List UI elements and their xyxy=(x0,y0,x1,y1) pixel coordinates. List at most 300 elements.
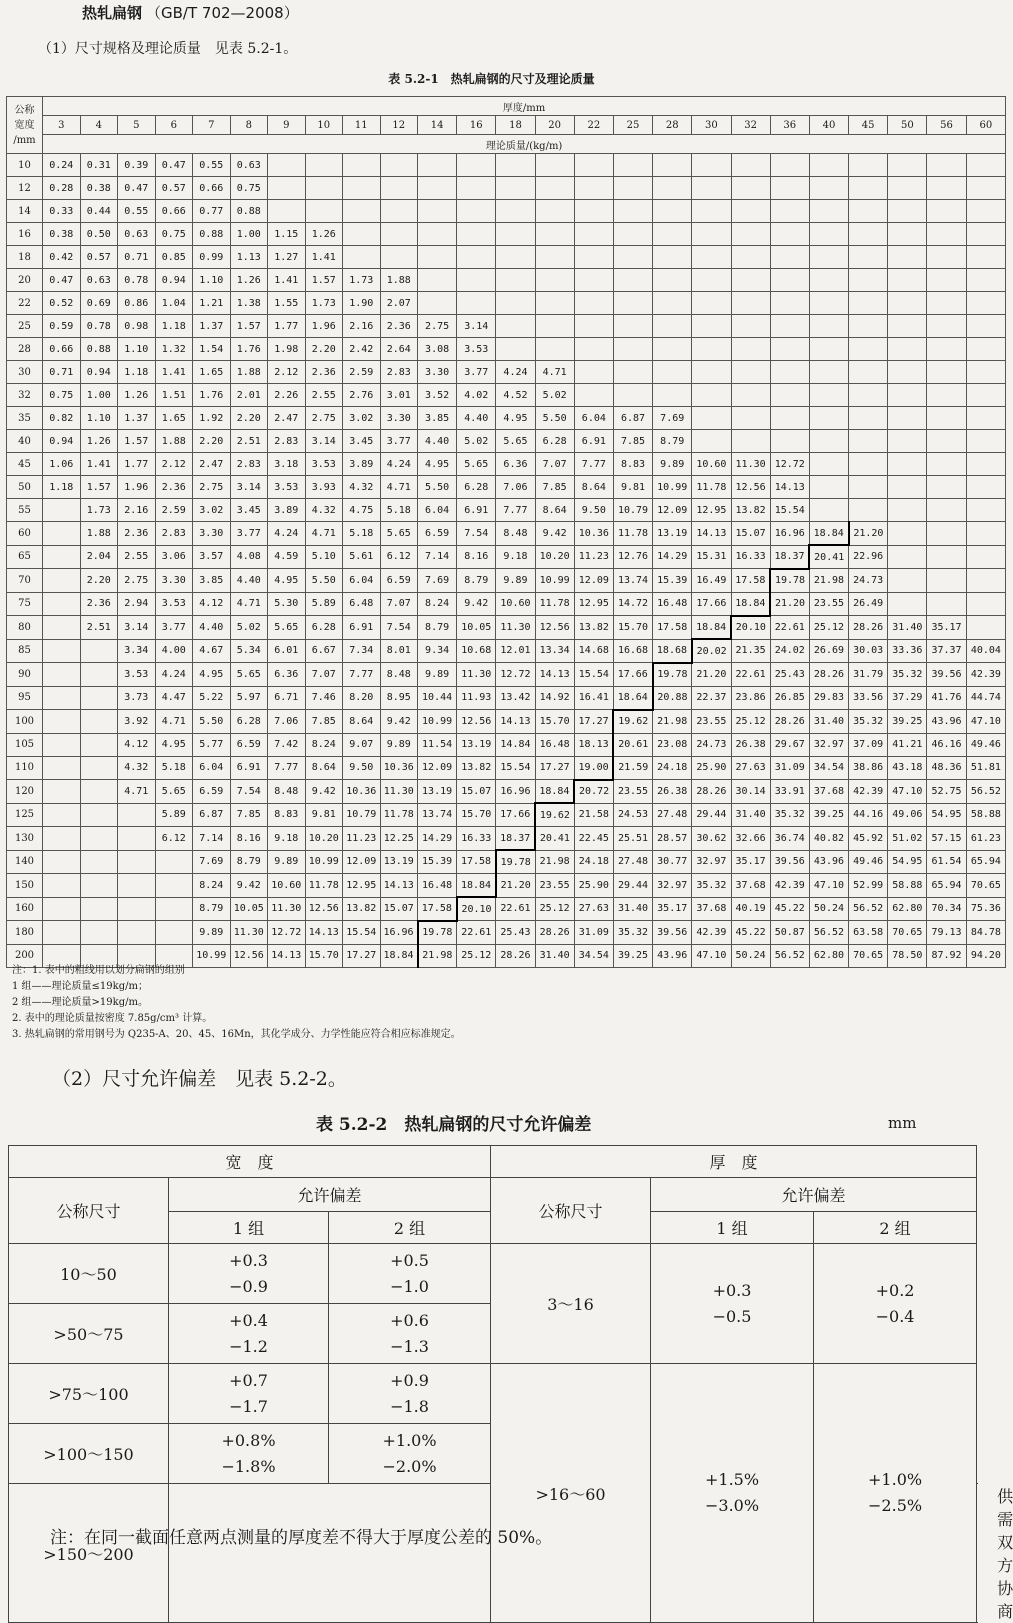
mass-cell xyxy=(966,246,1006,269)
mass-cell: 8.79 xyxy=(653,430,692,453)
mass-cell: 31.40 xyxy=(731,803,770,827)
mass-cell xyxy=(80,921,118,945)
width-size-cell: >100～150 xyxy=(9,1424,169,1484)
mass-cell: 13.82 xyxy=(343,897,381,921)
mass-cell: 8.64 xyxy=(535,499,574,522)
mass-cell: 45.92 xyxy=(849,827,888,851)
mass-cell xyxy=(155,874,193,898)
mass-cell: 0.71 xyxy=(118,246,156,269)
mass-cell: 1.73 xyxy=(343,269,381,292)
mass-cell: 14.13 xyxy=(496,710,535,734)
mass-cell: 13.19 xyxy=(380,850,418,874)
mass-cell: 1.77 xyxy=(268,315,306,338)
mass-cell: 15.54 xyxy=(770,499,809,522)
table-row xyxy=(7,384,1006,407)
mass-cell xyxy=(809,384,848,407)
mass-cell: 3.93 xyxy=(305,476,343,499)
mass-cell xyxy=(457,154,496,177)
mass-cell: 9.89 xyxy=(496,569,535,593)
mass-cell: 18.84 xyxy=(809,522,848,546)
mass-cell: 13.82 xyxy=(457,756,496,780)
mass-cell: 18.84 xyxy=(535,780,574,804)
thick-g2-cell xyxy=(814,1364,977,1623)
note-line: 1 组——理论质量≤19kg/m； xyxy=(12,981,148,992)
mass-cell: 9.89 xyxy=(418,663,457,687)
mass-cell: 35.32 xyxy=(613,921,652,945)
minus-value: −1.2 xyxy=(229,1336,268,1356)
mass-cell: 61.23 xyxy=(966,827,1006,851)
width-cell: 35 xyxy=(7,407,43,430)
plus-value: +0.3 xyxy=(712,1280,752,1300)
mass-cell: 34.54 xyxy=(574,944,613,967)
mass-cell xyxy=(43,874,81,898)
mass-cell: 0.66 xyxy=(193,177,231,200)
mass-cell xyxy=(927,569,966,593)
mass-cell: 43.96 xyxy=(653,944,692,967)
mass-cell xyxy=(966,545,1006,569)
mass-cell: 43.96 xyxy=(809,850,848,874)
mass-cell: 36.74 xyxy=(770,827,809,851)
mass-cell xyxy=(888,223,927,246)
mass-cell: 0.77 xyxy=(193,200,231,223)
table-row xyxy=(7,200,1006,223)
mass-cell: 31.09 xyxy=(770,756,809,780)
corner-label: 公称 xyxy=(14,104,35,116)
mass-cell xyxy=(731,407,770,430)
mass-cell xyxy=(457,246,496,269)
table-row xyxy=(7,154,1006,177)
mass-cell: 4.95 xyxy=(155,733,193,756)
mass-cell: 0.63 xyxy=(230,154,268,177)
mass-cell xyxy=(43,663,81,687)
mass-cell: 2.55 xyxy=(305,384,343,407)
note-line: 注：1. 表中的粗线用以划分扁钢的组别 xyxy=(12,965,185,976)
mass-cell xyxy=(888,246,927,269)
mass-cell: 42.39 xyxy=(692,921,731,945)
mass-cell: 1.54 xyxy=(193,338,231,361)
mass-cell: 45.22 xyxy=(731,921,770,945)
mass-cell: 10.05 xyxy=(230,897,268,921)
size-mass-table xyxy=(6,96,1006,968)
mass-cell: 45.22 xyxy=(770,897,809,921)
mass-cell: 56.52 xyxy=(809,921,848,945)
mass-cell: 18.13 xyxy=(574,733,613,756)
table-row xyxy=(7,246,1006,269)
mass-cell xyxy=(305,154,343,177)
mass-cell: 14.13 xyxy=(692,522,731,546)
mass-cell xyxy=(80,827,118,851)
mass-cell: 20.61 xyxy=(613,733,652,756)
mass-cell: 2.76 xyxy=(343,384,381,407)
mass-cell: 50.87 xyxy=(770,921,809,945)
mass-cell: 7.06 xyxy=(268,710,306,734)
width-cell: 18 xyxy=(7,246,43,269)
mass-cell: 5.02 xyxy=(457,430,496,453)
mass-cell xyxy=(809,407,848,430)
mass-cell: 3.57 xyxy=(193,545,231,569)
mass-cell: 1.57 xyxy=(80,476,118,499)
width-cell: 75 xyxy=(7,592,43,616)
mass-cell: 12.56 xyxy=(230,944,268,967)
thickness-cell: 6 xyxy=(155,116,193,135)
mass-cell xyxy=(380,177,418,200)
mass-cell: 5.50 xyxy=(418,476,457,499)
mass-cell: 6.04 xyxy=(193,756,231,780)
width-g1-cell xyxy=(169,1244,329,1304)
mass-cell xyxy=(496,292,535,315)
mass-cell: 1.57 xyxy=(305,269,343,292)
table-row xyxy=(7,803,1006,827)
mass-cell: 5.22 xyxy=(193,686,231,710)
mass-cell: 12.72 xyxy=(770,453,809,476)
mass-cell: 6.48 xyxy=(343,592,381,616)
mass-cell: 21.20 xyxy=(849,522,888,546)
mass-cell xyxy=(731,384,770,407)
mass-cell xyxy=(927,200,966,223)
mass-cell: 14.13 xyxy=(770,476,809,499)
mass-cell xyxy=(888,154,927,177)
mass-cell xyxy=(613,361,652,384)
mass-cell: 57.15 xyxy=(927,827,966,851)
mass-cell: 5.02 xyxy=(535,384,574,407)
mass-cell: 0.47 xyxy=(118,177,156,200)
mass-cell: 4.95 xyxy=(268,569,306,593)
mass-cell: 9.42 xyxy=(230,874,268,898)
tolerance-table: 宽 度 厚 度 公称尺寸 允许偏差 公称尺寸 允许偏差 1 组 2 组 1 组 2 组 10～50 +0.3 −0.9 +0.5 −1.0 3～16 +0.3 −0.5 +0.2 −0.4 >50～75 +0.4 −1.2 +0.6 −1.3 >75～100 +0.7 −1.7 +0.9 −1.8 >16～60 +1.5% −3.0% +1.0% −2.5% >100～150 +0.8% −1.8% +1.0% −2.0% >150～200 供需双方协商 xyxy=(8,1145,977,1623)
mass-cell: 2.51 xyxy=(80,616,118,640)
mass-cell xyxy=(849,200,888,223)
mass-cell: 6.28 xyxy=(535,430,574,453)
mass-cell: 7.85 xyxy=(305,710,343,734)
mass-cell xyxy=(927,499,966,522)
mass-cell: 17.66 xyxy=(692,592,731,616)
mass-cell: 6.91 xyxy=(574,430,613,453)
mass-cell: 23.08 xyxy=(653,733,692,756)
mass-cell: 1.13 xyxy=(230,246,268,269)
mass-cell: 0.99 xyxy=(193,246,231,269)
mass-cell: 32.97 xyxy=(692,850,731,874)
thick-group1-header: 1 组 xyxy=(651,1212,814,1244)
thickness-cell: 25 xyxy=(613,116,652,135)
mass-cell xyxy=(888,545,927,569)
mass-cell: 52.99 xyxy=(849,874,888,898)
width-g2-cell xyxy=(329,1244,491,1304)
mass-cell: 19.62 xyxy=(535,803,574,827)
mass-cell xyxy=(653,292,692,315)
mass-cell: 41.76 xyxy=(927,686,966,710)
table-row xyxy=(7,569,1006,593)
mass-cell: 21.58 xyxy=(574,803,613,827)
mass-cell: 70.65 xyxy=(849,944,888,967)
mass-cell xyxy=(574,200,613,223)
mass-cell xyxy=(770,269,809,292)
mass-cell xyxy=(305,177,343,200)
mass-cell xyxy=(770,315,809,338)
width-cell: 14 xyxy=(7,200,43,223)
mass-cell: 23.55 xyxy=(613,780,652,804)
mass-cell xyxy=(574,384,613,407)
mass-cell: 1.06 xyxy=(43,453,81,476)
mass-cell: 4.75 xyxy=(343,499,381,522)
mass-cell: 1.26 xyxy=(305,223,343,246)
mass-cell: 1.96 xyxy=(305,315,343,338)
mass-cell xyxy=(155,921,193,945)
width-cell: 12 xyxy=(7,177,43,200)
mass-cell: 5.65 xyxy=(230,663,268,687)
mass-cell: 12.56 xyxy=(457,710,496,734)
mass-cell: 1.26 xyxy=(230,269,268,292)
mass-cell xyxy=(770,292,809,315)
mass-cell: 3.30 xyxy=(418,361,457,384)
mass-cell: 1.98 xyxy=(268,338,306,361)
mass-cell: 1.04 xyxy=(155,292,193,315)
mass-cell: 2.12 xyxy=(155,453,193,476)
mass-cell: 1.41 xyxy=(80,453,118,476)
mass-cell: 0.50 xyxy=(80,223,118,246)
mass-cell xyxy=(966,616,1006,640)
mass-cell xyxy=(653,223,692,246)
mass-cell: 0.28 xyxy=(43,177,81,200)
mass-cell xyxy=(418,223,457,246)
mass-cell xyxy=(692,384,731,407)
mass-cell: 9.42 xyxy=(305,780,343,804)
mass-cell xyxy=(927,154,966,177)
mass-cell xyxy=(43,710,81,734)
thickness-cell: 11 xyxy=(343,116,381,135)
thickness-header: 厚度/mm xyxy=(43,97,1006,116)
mass-cell: 50.24 xyxy=(731,944,770,967)
corner-label: 宽度 xyxy=(14,119,35,131)
mass-cell: 63.58 xyxy=(849,921,888,945)
mass-cell: 50.24 xyxy=(809,897,848,921)
mass-cell xyxy=(927,476,966,499)
thickness-cell: 9 xyxy=(268,116,306,135)
table-2-unit: mm xyxy=(888,1114,917,1132)
mass-cell: 4.40 xyxy=(457,407,496,430)
mass-cell: 6.36 xyxy=(496,453,535,476)
mass-cell: 62.80 xyxy=(809,944,848,967)
mass-cell xyxy=(574,177,613,200)
mass-cell xyxy=(849,476,888,499)
mass-cell: 5.65 xyxy=(496,430,535,453)
mass-cell: 1.15 xyxy=(268,223,306,246)
mass-cell: 6.59 xyxy=(380,569,418,593)
mass-cell: 26.85 xyxy=(770,686,809,710)
mass-cell: 16.48 xyxy=(653,592,692,616)
mass-cell: 1.26 xyxy=(118,384,156,407)
table-row xyxy=(7,850,1006,874)
mass-cell: 20.10 xyxy=(457,897,496,921)
mass-cell xyxy=(888,407,927,430)
mass-cell xyxy=(418,292,457,315)
mass-cell: 12.01 xyxy=(496,639,535,663)
mass-cell: 24.53 xyxy=(613,803,652,827)
mass-cell xyxy=(966,361,1006,384)
mass-cell xyxy=(574,361,613,384)
mass-cell: 4.08 xyxy=(230,545,268,569)
table-row xyxy=(7,545,1006,569)
mass-cell: 5.10 xyxy=(305,545,343,569)
mass-cell: 5.89 xyxy=(305,592,343,616)
width-cell: 22 xyxy=(7,292,43,315)
mass-cell xyxy=(966,430,1006,453)
mass-cell: 1.37 xyxy=(118,407,156,430)
mass-cell: 20.72 xyxy=(574,780,613,804)
mass-cell: 15.54 xyxy=(574,663,613,687)
mass-cell xyxy=(692,407,731,430)
width-cell: 70 xyxy=(7,569,43,593)
mass-cell: 0.75 xyxy=(155,223,193,246)
mass-cell: 26.38 xyxy=(653,780,692,804)
mass-cell: 9.18 xyxy=(268,827,306,851)
mass-cell: 4.71 xyxy=(535,361,574,384)
thick-group2-header: 2 组 xyxy=(814,1212,977,1244)
mass-cell: 25.12 xyxy=(731,710,770,734)
mass-cell xyxy=(613,154,652,177)
mass-cell xyxy=(535,177,574,200)
mass-cell xyxy=(731,154,770,177)
mass-cell: 3.77 xyxy=(457,361,496,384)
mass-cell xyxy=(888,499,927,522)
mass-cell xyxy=(457,177,496,200)
mass-cell: 42.39 xyxy=(849,780,888,804)
mass-cell: 14.13 xyxy=(535,663,574,687)
mass-cell xyxy=(418,246,457,269)
mass-cell xyxy=(809,269,848,292)
mass-cell: 0.69 xyxy=(80,292,118,315)
mass-cell xyxy=(809,154,848,177)
mass-cell xyxy=(613,338,652,361)
mass-cell: 3.34 xyxy=(118,639,156,663)
mass-cell: 0.78 xyxy=(118,269,156,292)
mass-cell: 47.10 xyxy=(809,874,848,898)
mass-cell xyxy=(535,223,574,246)
table-row xyxy=(7,686,1006,710)
mass-cell: 0.52 xyxy=(43,292,81,315)
mass-cell xyxy=(927,269,966,292)
width-cell: 60 xyxy=(7,522,43,546)
mass-cell: 3.85 xyxy=(418,407,457,430)
mass-cell: 9.42 xyxy=(535,522,574,546)
mass-cell: 21.35 xyxy=(731,639,770,663)
mass-cell xyxy=(653,269,692,292)
mass-cell: 4.47 xyxy=(155,686,193,710)
mass-cell xyxy=(692,177,731,200)
mass-cell xyxy=(418,200,457,223)
mass-cell: 8.79 xyxy=(230,850,268,874)
thick-g2-cell xyxy=(814,1244,977,1364)
mass-cell xyxy=(888,476,927,499)
mass-cell xyxy=(849,338,888,361)
mass-cell xyxy=(457,223,496,246)
mass-cell: 0.88 xyxy=(230,200,268,223)
mass-cell: 8.48 xyxy=(496,522,535,546)
mass-cell: 6.91 xyxy=(457,499,496,522)
mass-cell: 19.62 xyxy=(613,710,652,734)
mass-cell: 0.86 xyxy=(118,292,156,315)
mass-cell xyxy=(888,315,927,338)
mass-cell: 1.00 xyxy=(80,384,118,407)
mass-cell xyxy=(888,292,927,315)
mass-cell xyxy=(574,338,613,361)
width-g2-cell xyxy=(329,1364,491,1424)
mass-cell: 0.59 xyxy=(43,315,81,338)
minus-value: −0.9 xyxy=(229,1276,268,1296)
mass-cell: 56.52 xyxy=(770,944,809,967)
mass-cell xyxy=(43,921,81,945)
width-cell: 85 xyxy=(7,639,43,663)
mass-cell: 7.54 xyxy=(230,780,268,804)
mass-cell xyxy=(380,154,418,177)
table-row xyxy=(7,407,1006,430)
table-row xyxy=(7,315,1006,338)
mass-cell: 13.74 xyxy=(613,569,652,593)
mass-cell xyxy=(343,154,381,177)
mass-cell: 2.16 xyxy=(343,315,381,338)
mass-cell: 1.37 xyxy=(193,315,231,338)
thick-g1-cell xyxy=(651,1244,814,1364)
mass-cell xyxy=(692,315,731,338)
mass-cell: 10.36 xyxy=(574,522,613,546)
mass-cell xyxy=(966,154,1006,177)
mass-cell xyxy=(731,430,770,453)
mass-cell xyxy=(770,407,809,430)
mass-cell xyxy=(966,499,1006,522)
width-cell: 120 xyxy=(7,780,43,804)
mass-cell xyxy=(343,246,381,269)
mass-cell: 3.53 xyxy=(305,453,343,476)
negotiation-cell xyxy=(169,1484,491,1623)
thickness-cell: 14 xyxy=(418,116,457,135)
plus-value: +0.7 xyxy=(229,1370,268,1390)
mass-cell: 4.71 xyxy=(230,592,268,616)
mass-cell: 2.75 xyxy=(418,315,457,338)
mass-cell xyxy=(653,200,692,223)
mass-cell: 27.48 xyxy=(653,803,692,827)
mass-cell xyxy=(496,200,535,223)
mass-cell: 15.39 xyxy=(653,569,692,593)
mass-cell xyxy=(809,361,848,384)
mass-cell: 24.73 xyxy=(849,569,888,593)
mass-cell xyxy=(80,756,118,780)
mass-cell: 16.48 xyxy=(535,733,574,756)
width-cell: 45 xyxy=(7,453,43,476)
mass-cell: 5.18 xyxy=(343,522,381,546)
mass-cell: 12.72 xyxy=(268,921,306,945)
mass-cell: 10.99 xyxy=(418,710,457,734)
mass-cell: 3.53 xyxy=(268,476,306,499)
mass-cell: 1.27 xyxy=(268,246,306,269)
mass-cell: 10.36 xyxy=(380,756,418,780)
mass-cell xyxy=(966,384,1006,407)
section-2-heading: （2）尺寸允许偏差 见表 5.2-2。 xyxy=(52,1068,347,1090)
mass-cell xyxy=(118,850,156,874)
mass-cell xyxy=(692,223,731,246)
mass-cell: 33.36 xyxy=(888,639,927,663)
mass-cell: 4.24 xyxy=(268,522,306,546)
minus-value: −1.7 xyxy=(229,1396,268,1416)
mass-cell xyxy=(966,522,1006,546)
mass-cell xyxy=(653,384,692,407)
mass-cell xyxy=(809,338,848,361)
mass-cell: 5.65 xyxy=(155,780,193,804)
mass-cell: 0.38 xyxy=(43,223,81,246)
mass-cell: 4.71 xyxy=(155,710,193,734)
width-cell: 55 xyxy=(7,499,43,522)
mass-cell xyxy=(418,269,457,292)
mass-cell xyxy=(653,361,692,384)
mass-cell: 29.83 xyxy=(809,686,848,710)
